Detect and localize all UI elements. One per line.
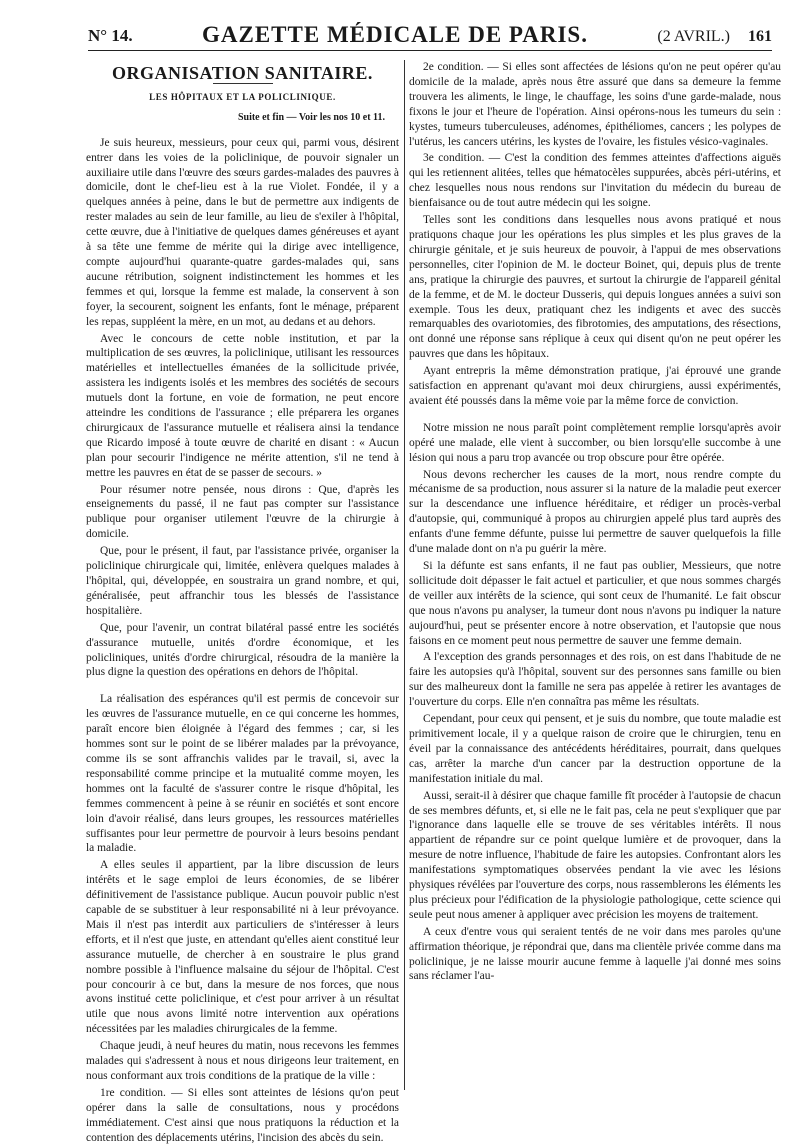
issue-date: (2 AVRIL.) — [657, 28, 730, 45]
journal-title: GAZETTE MÉDICALE DE PARIS. — [202, 22, 588, 47]
paragraph: Avec le concours de cette noble institution, et par la multiplication de ses œuvres, la policlinique, utilisant les ressources matérielles et intellectuelles émanées de la sollicitude privée, assistera les indigents isolés et les membres des sociétés de secours mutuels dont la fortune, en voie de formation, ne peut encore atteindre les conditions de l'assurance ; elle préparera les organes chirurgicaux de l'assurance mutuelle et réalisera ainsi la tendance que Ricardo imposé à toute œuvre de charité en disant : « Aucun plan pour secourir l'indigence ne mérite attention, s'il ne tend à mettre les pauvres en état de se passer de secours. » — [86, 332, 399, 479]
paragraph: Ayant entrepris la même démonstration pratique, j'ai éprouvé une grande satisfaction en apprenant qu'avant moi deux chirurgiens, aussi expérimentés, avaient été poussés dans la même voie par la même force de conviction. — [409, 365, 781, 407]
running-header — [88, 16, 772, 51]
article-title: ORGANISATION SANITAIRE. — [112, 63, 373, 83]
right-column — [409, 60, 781, 1090]
paragraph: Nous devons rechercher les causes de la mort, nous rendre compte du mécanisme de sa production, nous assurer si la nature de la maladie peut exercer sur la descendance une influence héréditaire, et rédiger un procès-verbal d'autopsie, qui, communiqué à propos au chirurgien appelé plus tard auprès des enfants d'une femme défunte, puisse lui permettre de sauver quelquefois la fille d'une malade dont on n'a pu guérir la mère. — [409, 468, 781, 556]
paragraph: Je suis heureux, messieurs, pour ceux qui, parmi vous, désirent entrer dans les voies de la policlinique, de pouvoir signaler un auxiliaire utile dans l'œuvre des sœurs gardes-malades des pauvres à domicile, dont le chef-lieu est à la rue Violet. Fondée, il y a quelques années à peine, dans le but de permettre aux indigents de rester malades au sein de leur famille, au lieu de s'exiler à l'hôpital, cette œuvre, due à l'initiative de quelques dames généreuses et ayant à sa tête une femme de mérite qui la dirige avec intelligence, compte aujourd'hui quarante-quatre gardes-malades qui, sans aucune rétribution, soignent indistinctement les hommes et les femmes et qui, lorsque la femme est malade, la conservent à son foyer, la secourent, soignent les enfants, font le ménage, préparent les repas, suppléent la mère, en un mot, au dedans et au dehors. — [86, 136, 399, 328]
paragraph: Que, pour l'avenir, un contrat bilatéral passé entre les sociétés d'assurance mutuelle, unités d'ordre économique, et les policliniques, unités d'ordre chirurgical, résoudra de la manière la plus digne la question des opérations en dehors de l'hôpital. — [86, 621, 399, 679]
title-rule — [213, 83, 273, 84]
paragraph: 1re condition. — Si elles sont atteintes de lésions qu'on peut opérer dans la salle de consultations, nous y procédons immédiatement. C'est ainsi que nous pratiquons la réduction et la contention des déplacements utérins, l'incision des abcès du sein. — [86, 1086, 399, 1144]
continuation-note: Suite et fin — Voir les nos 10 et 11. — [237, 111, 385, 123]
column-divider — [404, 60, 405, 1090]
paragraph: 2e condition. — Si elles sont affectées de lésions qu'on ne peut opérer qu'au domicile de la malade, après nous être assuré que dans sa demeure la femme trouvera les aliments, le linge, le chauffage, les soins d'une garde-malade, nous fixons le jour et l'heure de l'opération. Ainsi opérons-nous les tumeurs du sein : kystes, tumeurs tuberculeuses, adénomes, épithéliomes, cancers ; les polypes de l'utérus, les cancers utérins, les kystes de l'ovaire, les fistules vésico-vaginales. — [409, 61, 781, 148]
left-column — [86, 60, 399, 1144]
paragraph: 3e condition. — C'est la condition des femmes atteintes d'affections aiguës qui les retiennent alitées, telles que hématocèles suppurées, abcès péri-utérins, et chez lesquelles nous nous rendons sur l'invitation du médecin du bureau de bienfaisance ou de tout autre médecin qui les soigne. — [409, 152, 781, 210]
header-right — [657, 28, 772, 50]
paragraph: La réalisation des espérances qu'il est permis de concevoir sur les œuvres de l'assurance mutuelle, en ce qui concerne les hommes, paraît encore bien éloignée à l'égard des femmes ; car, si les hommes sont sur le point de se libérer malades par la prévoyance, comme ils se sont affranchis valides par le travail, si, avec la responsabilité comme principe et la mutualité comme moyen, les hommes ont la faculté de s'assurer contre le risque d'hôpital, les femmes commencent à peine à se réunir en sociétés et sont encore loin d'avoir réalisé, dans leurs groupes, les ressources matérielles suffisantes pour leur permettre de pourvoir à leurs besoins pendant la maladie. — [86, 693, 399, 855]
paragraph: Chaque jeudi, à neuf heures du matin, nous recevons les femmes malades qui s'adressent à nous et nous dirigeons leur traitement, en nous conformant aux trois conditions de la pratique de la ville : — [86, 1040, 399, 1082]
article-subtitle: LES HÔPITAUX ET LA POLICLINIQUE. — [149, 91, 336, 102]
paragraph: A l'exception des grands personnages et des rois, on est dans l'habitude de ne faire les autopsies qu'à l'hôpital, souvent sur des personnes sans famille ou bien sur des malheureux dont la famille ne sera pas appelée à retirer les avantages de l'ouverture du corps. Elle n'en connaîtra pas même les résultats. — [409, 651, 781, 709]
page-number: 161 — [748, 28, 772, 45]
paragraph: Si la défunte est sans enfants, il ne faut pas oublier, Messieurs, que notre sollicitude doit dépasser le fait actuel et particulier, et que nous sommes chargés de veiller aux intérêts de la science, qui sont ceux de l'humanité. Le fait obscur que nous n'avons pu analyser, la tumeur dont nous n'avons pu indiquer la nature aujourd'hui, peut se présenter encore à notre observation, et l'autopsie que nous faisons en ce moment peut nous permettre de sauver une femme demain. — [409, 560, 781, 647]
paragraph: Cependant, pour ceux qui pensent, et je suis du nombre, que toute maladie est primitivement locale, il y a quelque raison de croire que le chirurgien, tenu en éveil par la connaissance des antécédents héréditaires, pourrait, dans quelques cas, arrêter la marche d'un cancer par la destruction opportune de la manifestation initiale du mal. — [409, 713, 781, 785]
paragraph: Pour résumer notre pensée, nous dirons : Que, d'après les enseignements du passé, il ne faut pas compter sur l'assistance publique pour organiser utilement l'œuvre de la chirurgie à domicile. — [86, 483, 399, 541]
paragraph: Notre mission ne nous paraît point complètement remplie lorsqu'après avoir opéré une malade, elle vient à succomber, ou bien lorsqu'elle succombe à une lésion qui nous a paru trop avancée ou trop obscure pour être opérée. — [409, 421, 781, 464]
paragraph: A elles seules il appartient, par la libre discussion de leurs intérêts et le sage emploi de leurs économies, de se libérer définitivement de l'assistance publique. Aucun pouvoir public n'est capable de se substituer à leur responsabilité ni à leur prévoyance. Mais il n'est pas interdit aux particuliers de s'intéresser à leurs efforts, et il n'est que juste, en attendant qu'elles aient constitué leur assurance mutuelle, de chercher à en soustraire le plus grand nombre possible à l'influence malsaine du séjour de l'hôpital. C'est pour concourir à ce but, dans la mesure de nos forces, que nous avons institué cette policlinique, et c'est pour arriver à un résultat utile que nous avons limité notre intervention aux opérations nécessitées par les maladies chirurgicales de la femme. — [86, 859, 399, 1036]
paragraph: A ceux d'entre vous qui seraient tentés de ne voir dans mes paroles qu'une affirmation théorique, je répondrai que, dans ma clientèle privée comme dans ma policlinique, je ne laisse mourir aucune femme à laquelle j'ai donné mes soins sans réclamer l'au- — [409, 925, 781, 983]
paragraph: Que, pour le présent, il faut, par l'assistance privée, organiser la policlinique chirurgicale qui, limitée, enlèvera quelques malades à l'hôpital, qui, développée, en soustraira un grand nombre, et qui, généralisée, peut affranchir tous les blessés de l'assistance hospitalière. — [86, 545, 399, 617]
paragraph: Telles sont les conditions dans lesquelles nous avons pratiqué et nous pratiquons chaque jour les opérations les plus simples et les plus graves de la chirurgie génitale, et je suis heureux de pouvoir, à l'appui de mes observations personnelles, citer l'opinion de M. le docteur Boinet, qui, depuis plus de trente ans, pratique la chirurgie des pauvres, et surtout la chirurgie de l'appareil génital de la femme, et de M. le docteur Dusseris, qui depuis longues années a suivi son exemple. Tous les deux, pratiquant chez les indigents et avec des succès remarquables des ovariotomies, des fibrotomies, des amputations, des résections, ont donné une réponse sans réplique à ceux qui disent qu'on ne peut opérer les pauvres que dans les hôpitaux. — [409, 214, 781, 361]
issue-number: N° 14. — [88, 26, 133, 45]
paragraph: Aussi, serait-il à désirer que chaque famille fît procéder à l'autopsie de chacun de ses membres défunts, et, si elle ne le fait pas, cela ne peut s'expliquer que par l'ignorance dans laquelle elle se trouve de ses véritables intérêts. Il nous appartient de répandre sur ce point quelque lumière et de provoquer, dans la mesure de notre influence, l'habitude de faire les autopsies. Confrontant alors les manifestations symptomatiques observées pendant la vie avec les lésions physiques révélées par l'ouverture des corps, nous rassemblerons les éléments les plus précieux pour l'édification de la physiologie pathologique, cette science qui seule peut nous amener à appliquer avec précision les moyens de traitement. — [409, 789, 781, 921]
